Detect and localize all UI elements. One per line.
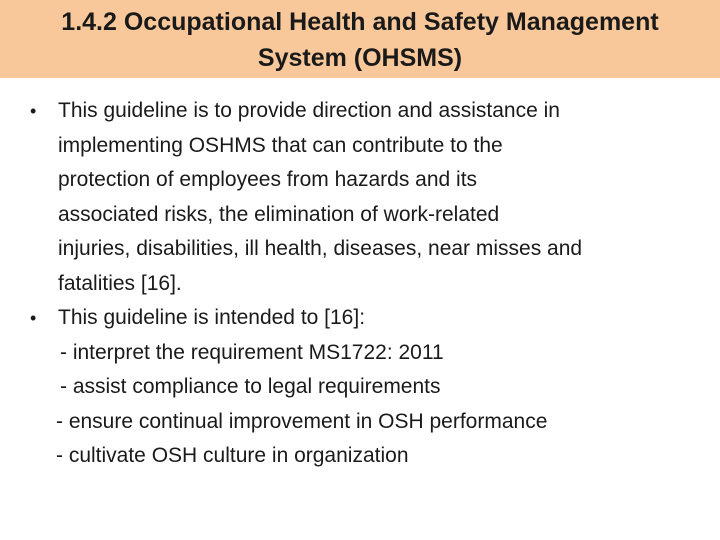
slide-body — [30, 94, 705, 474]
sub-item-ensure: - ensure continual improvement in OSH performance — [56, 409, 548, 433]
title-band — [0, 0, 720, 78]
bullet-text-line: fatalities [16]. — [58, 271, 182, 295]
sub-item-cultivate: - cultivate OSH culture in organization — [56, 444, 409, 467]
bullet-text-line: injuries, disabilities, ill health, diseases, near misses and — [58, 237, 583, 260]
bullet-text-line: associated risks, the elimination of work-related — [58, 202, 500, 226]
bullet-marker: • — [30, 101, 37, 121]
bullet-text-line: This guideline is intended to [16]: — [58, 306, 366, 329]
sub-item-assist: - assist compliance to legal requirements — [60, 375, 441, 398]
sub-item-interpret: - interpret the requirement MS1722: 2011 — [60, 340, 444, 364]
slide-title-line-2: System (OHSMS) — [257, 44, 463, 72]
bullet-item-2 — [30, 301, 705, 336]
bullet-text-line: implementing OSHMS that can contribute to the — [58, 133, 503, 157]
bullet-item-1 — [30, 94, 705, 301]
bullet-marker: • — [30, 308, 37, 328]
bullet-text-line: protection of employees from hazards and its — [58, 168, 478, 191]
slide-title-line-1: 1.4.2 Occupational Health and Safety Management — [61, 8, 659, 36]
bullet-text-line: This guideline is to provide direction and assistance in — [58, 99, 560, 122]
